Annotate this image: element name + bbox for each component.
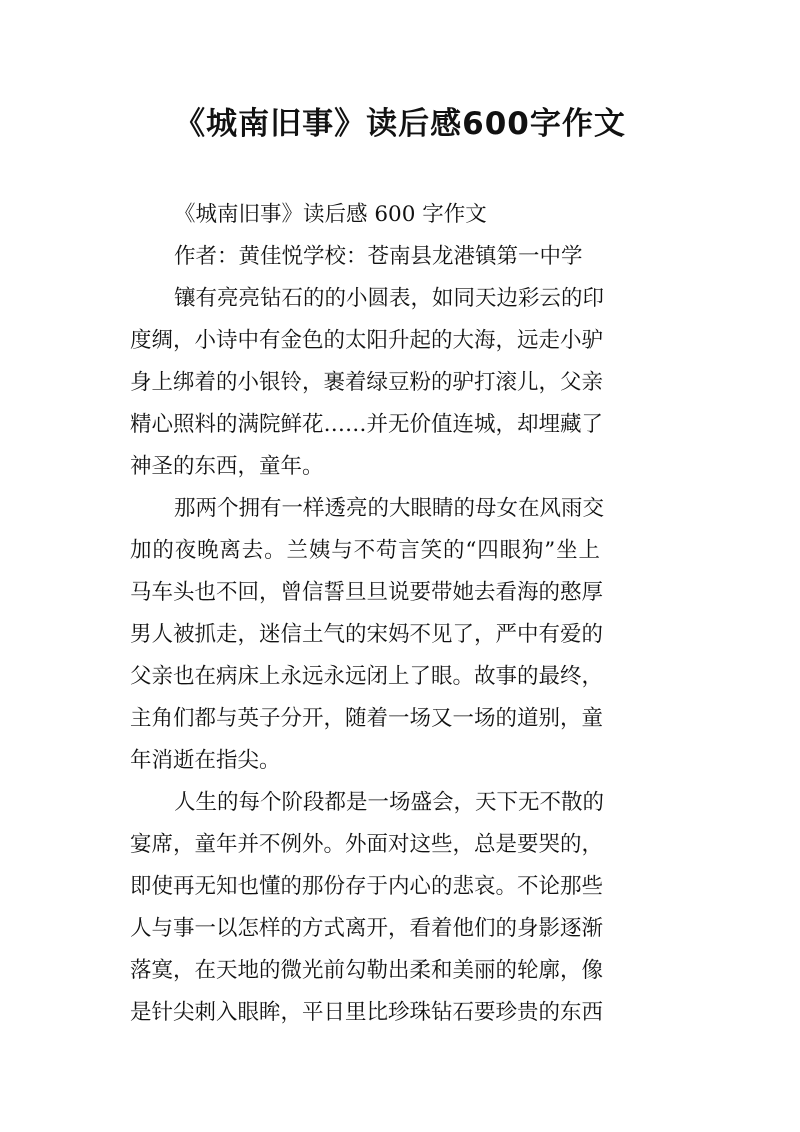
text-line: 神圣的东西，童年。 — [130, 454, 324, 479]
text-line: 父亲也在病床上永远永远闭上了眼。故事的最终， — [130, 664, 604, 689]
text-line: 《城南旧事》读后感 600 字作文 — [174, 202, 487, 227]
text-line: 人与事一以怎样的方式离开，看着他们的身影逐渐 — [130, 916, 604, 941]
text-line: 人生的每个阶段都是一场盛会，天下无不散的 — [174, 790, 605, 815]
text-line: 是针尖刺入眼眸，平日里比珍珠钻石要珍贵的东西 — [130, 1000, 604, 1025]
text-line: 镶有亮亮钻石的的小圆表，如同天边彩云的印 — [174, 286, 605, 311]
text-line: 身上绑着的小银铃，裹着绿豆粉的驴打滚儿，父亲 — [130, 370, 604, 395]
document-title: 《城南旧事》读后感600字作文 — [174, 106, 626, 142]
text-line: 那两个拥有一样透亮的大眼睛的母女在风雨交 — [174, 496, 605, 521]
text-line: 落寞，在天地的微光前勾勒出柔和美丽的轮廓，像 — [130, 958, 604, 983]
text-line: 度绸，小诗中有金色的太阳升起的大海，远走小驴 — [130, 328, 604, 353]
text-line: 加的夜晚离去。兰姨与不苟言笑的“四眼狗”坐上 — [130, 538, 600, 563]
text-line: 马车头也不回，曾信誓旦旦说要带她去看海的憨厚 — [130, 580, 604, 605]
text-line: 主角们都与英子分开，随着一场又一场的道别，童 — [130, 706, 604, 731]
text-line: 宴席，童年并不例外。外面对这些，总是要哭的， — [130, 832, 604, 857]
document-body — [130, 194, 605, 1034]
text-line: 年消逝在指尖。 — [130, 748, 281, 773]
text-line: 作者：黄佳悦学校：苍南县龙港镇第一中学 — [174, 244, 583, 269]
text-line: 男人被抓走，迷信土气的宋妈不见了，严中有爱的 — [130, 622, 604, 647]
text-line: 精心照料的满院鲜花……并无价值连城，却埋藏了 — [130, 412, 604, 437]
text-line: 即使再无知也懂的那份存于内心的悲哀。不论那些 — [130, 874, 604, 899]
